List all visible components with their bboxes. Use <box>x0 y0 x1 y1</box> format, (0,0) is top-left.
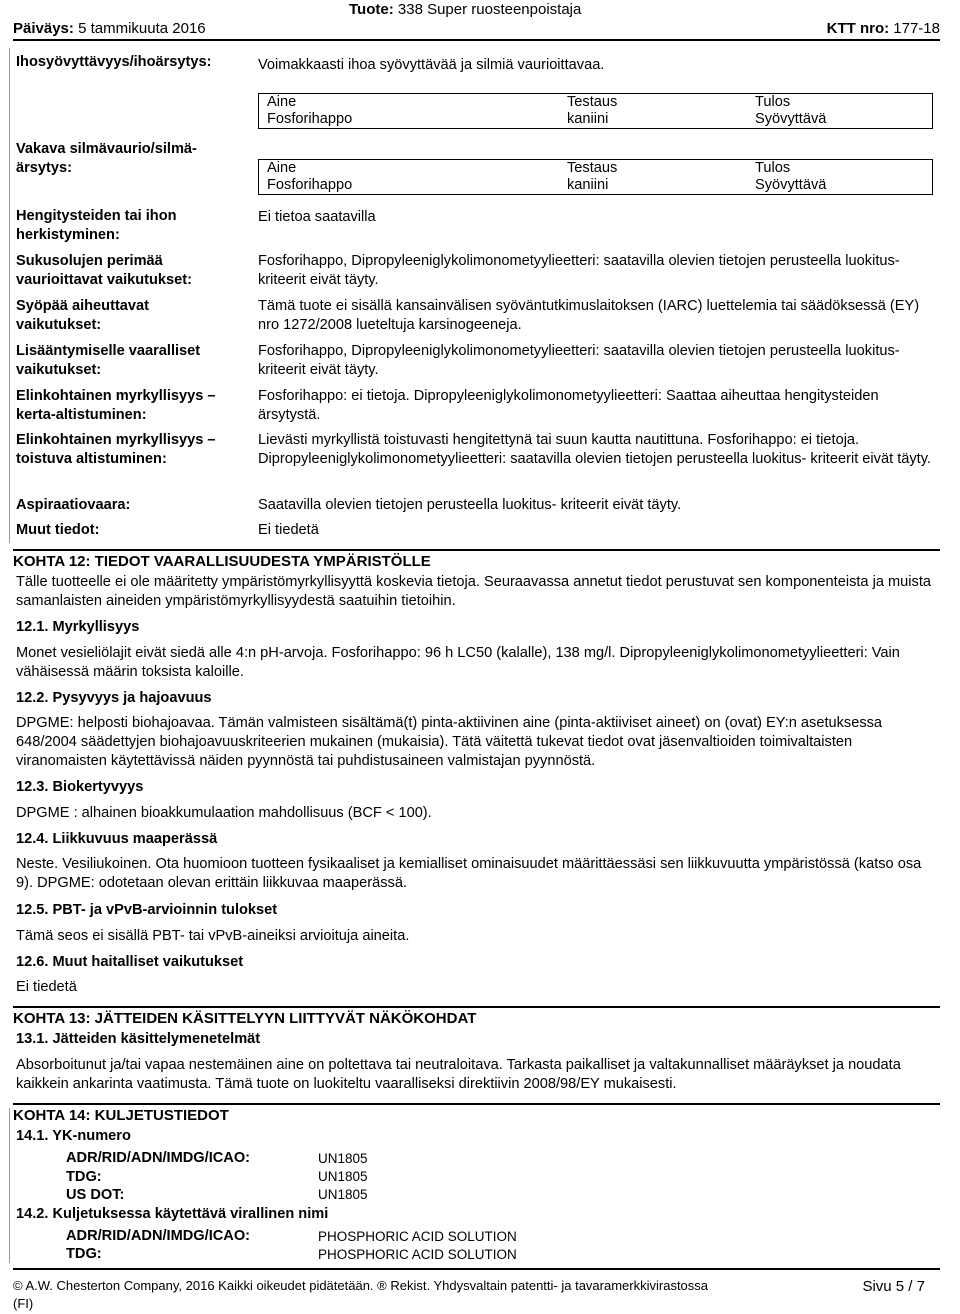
shipping-name-adr-value: PHOSPHORIC ACID SOLUTION <box>318 1229 517 1244</box>
copyright-notice: © A.W. Chesterton Company, 2016 Kaikki oikeudet pidätetään. ® Rekist. Yhdysvaltain patentti- ja tavaramerkkivirastossa (FI) <box>13 1278 709 1312</box>
other-info-value: Ei tiedetä <box>258 522 319 538</box>
germ-cell-label: Sukusolujen perimää vaurioittavat vaikutukset: <box>16 253 192 288</box>
eye-damage-label: Vakava silmävaurio/silmä- ärsytys: <box>16 141 197 176</box>
page-footer <box>13 1268 940 1312</box>
ktt-label: KTT nro: <box>826 20 890 37</box>
product <box>349 0 581 20</box>
table-header-substance: Aine <box>259 94 568 112</box>
left-margin-rule <box>9 1108 10 1263</box>
section-12-intro: Tälle tuotteelle ei ole määritetty ympäristömyrkyllisyyttä koskevia tietoja. Seuraavassa annetut tiedot perustuvat sen komponenteista ja muista samanlaisten aineiden ympäristömyrkyllisyydestä saatuihin tietoihin. <box>16 574 931 609</box>
table-cell-test: kaniini <box>567 111 747 129</box>
product-label: Tuote: <box>349 1 394 18</box>
germ-cell-value: Fosforihappo, Dipropyleeniglykolimonometyylieetteri: saatavilla olevien tietojen perusteella luokitus- kriteerit eivät täyty. <box>258 253 900 288</box>
skin-test-table <box>258 93 933 129</box>
un-number-dot-label: US DOT: <box>66 1187 125 1203</box>
sensitisation-label: Hengitysteiden tai ihon herkistyminen: <box>16 208 177 243</box>
stot-single-value: Fosforihappo: ei tietoja. Dipropyleeniglykolimonometyylieetteri: Saattaa aiheuttaa hengitysteiden ärsytystä. <box>258 388 879 423</box>
section-12-3-text: DPGME : alhainen bioakkumulaation mahdollisuus (BCF < 100). <box>16 805 432 821</box>
un-number-dot-value: UN1805 <box>318 1187 368 1202</box>
section-12-1-title: 12.1. Myrkyllisyys <box>16 619 140 635</box>
shipping-name-tdg-value: PHOSPHORIC ACID SOLUTION <box>318 1247 517 1262</box>
sensitisation-value: Ei tietoa saatavilla <box>258 209 376 225</box>
section-12-5-title: 12.5. PBT- ja vPvB-arvioinnin tulokset <box>16 902 278 918</box>
date-value: 5 tammikuuta 2016 <box>78 20 206 37</box>
section-13-title: KOHTA 13: JÄTTEIDEN KÄSITTELYYN LIITTYVÄT NÄKÖKOHDAT <box>13 1006 940 1029</box>
section-12-4-title: 12.4. Liikkuvuus maaperässä <box>16 831 218 847</box>
section-13-1-title: 13.1. Jätteiden käsittelymenetelmät <box>16 1031 261 1047</box>
product-value: 338 Super ruosteenpoistaja <box>397 1 582 18</box>
section-12-6-text: Ei tiedetä <box>16 979 77 995</box>
stot-single-label: Elinkohtainen myrkyllisyys – kerta-altistuminen: <box>16 388 216 423</box>
header-rule <box>13 39 940 41</box>
un-number-tdg-label: TDG: <box>66 1169 102 1185</box>
page-number: Sivu 5 / 7 <box>862 1278 925 1295</box>
table-cell-substance: Fosforihappo <box>259 177 568 195</box>
stot-repeated-value: Lievästi myrkyllistä toistuvasti hengitettynä tai suun kautta nautittuna. Fosforihappo: ei tietoja. Dipropyleeniglykolimonometyylieetteri: saatavilla olevien tietojen perusteella luokitus- kriteerit eivät täyty. <box>258 432 931 467</box>
section-14-2-title: 14.2. Kuljetuksessa käytettävä virallinen nimi <box>16 1206 329 1222</box>
aspiration-label: Aspiraatiovaara: <box>16 497 131 513</box>
aspiration-value: Saatavilla olevien tietojen perusteella luokitus- kriteerit eivät täyty. <box>258 497 682 513</box>
table-header-test: Testaus <box>567 94 747 112</box>
section-14-1-title: 14.1. YK-numero <box>16 1128 131 1144</box>
footer-rule <box>13 1268 940 1270</box>
table-cell-result: Syövyttävä <box>747 111 933 129</box>
table-header-result: Tulos <box>747 94 933 112</box>
section-12-2-title: 12.2. Pysyvyys ja hajoavuus <box>16 690 212 706</box>
un-number-adr-label: ADR/RID/ADN/IMDG/ICAO: <box>66 1150 251 1166</box>
section-14-title: KOHTA 14: KULJETUSTIEDOT <box>13 1103 940 1126</box>
skin-corrosion-value: Voimakkaasti ihoa syövyttävää ja silmiä vaurioittavaa. <box>258 57 605 73</box>
date-label: Päiväys: <box>13 20 74 37</box>
date <box>13 19 206 39</box>
un-number-tdg-value: UN1805 <box>318 1169 368 1184</box>
left-margin-rule <box>9 48 10 543</box>
shipping-name-adr-label: ADR/RID/ADN/IMDG/ICAO: <box>66 1228 251 1244</box>
carcinogenicity-label: Syöpää aiheuttavat vaikutukset: <box>16 298 150 333</box>
table-header-substance: Aine <box>259 160 568 178</box>
stot-repeated-label: Elinkohtainen myrkyllisyys – toistuva altistuminen: <box>16 432 216 467</box>
other-info-label: Muut tiedot: <box>16 522 100 538</box>
section-12-5-text: Tämä seos ei sisällä PBT- tai vPvB-aineiksi arvioituja aineita. <box>16 928 410 944</box>
section-12-4-text: Neste. Vesiliukoinen. Ota huomioon tuotteen fysikaaliset ja kemialliset ominaisuudet määrittäessäsi sen liikkuvuutta ympäristössä (katso osa 9). DPGME: odotetaan olevan erittäin liikkuvaa maaperässä. <box>16 856 922 891</box>
section-12-6-title: 12.6. Muut haitalliset vaikutukset <box>16 954 244 970</box>
section-13-1-text: Absorboitunut ja/tai vapaa nestemäinen aine on poltettava tai neutraloitava. Tarkasta paikalliset ja valtakunnalliset määräykset ja noudata kaikkein ankarinta vaatimusta. Tämä tuote on luokiteltu vaaralliseksi direktiivin 2008/98/EY mukaisesti. <box>16 1057 901 1092</box>
section-12-title: KOHTA 12: TIEDOT VAARALLISUUDESTA YMPÄRISTÖLLE <box>13 549 940 572</box>
page-header <box>13 0 940 40</box>
section-12-1-text: Monet vesieliölajit eivät siedä alle 4:n pH-arvoja. Fosforihappo: 96 h LC50 (kalalle), 138 mg/l. Dipropyleeniglykolimonometyylieetteri: Vain vähäisessä määrin toksista kaloille. <box>16 645 900 680</box>
section-12-3-title: 12.3. Biokertyvyys <box>16 779 144 795</box>
table-header-test: Testaus <box>567 160 747 178</box>
eye-test-table <box>258 159 933 195</box>
ktt-number <box>827 19 940 39</box>
ktt-value: 177-18 <box>893 20 940 37</box>
table-header-result: Tulos <box>747 160 933 178</box>
reproductive-label: Lisääntymiselle vaaralliset vaikutukset: <box>16 343 201 378</box>
reproductive-value: Fosforihappo, Dipropyleeniglykolimonometyylieetteri: saatavilla olevien tietojen perusteella luokitus- kriteerit eivät täyty. <box>258 343 900 378</box>
carcinogenicity-value: Tämä tuote ei sisällä kansainvälisen syöväntutkimuslaitoksen (IARC) luettelemia tai säädöksessä (EY) nro 1272/2008 lueteltuja karsinogeeneja. <box>258 298 920 333</box>
section-12-2-text: DPGME: helposti biohajoavaa. Tämän valmisteen sisältämä(t) pinta-aktiivinen aine (pinta-aktiiviset aineet) on (ovat) EY:n asetuksessa 648/2004 säädettyjen biohajoavuuskriteerien mukainen (mukaisia). Tätä väitettä tukevat tiedot ovat jäsenvaltioiden toimivaltaisten viranomaisten käytettävissä näiden pyynnöstä tai puhdistusaineen valmistajan pyynnöstä. <box>16 715 883 769</box>
table-cell-result: Syövyttävä <box>747 177 933 195</box>
shipping-name-tdg-label: TDG: <box>66 1246 102 1262</box>
table-cell-substance: Fosforihappo <box>259 111 568 129</box>
un-number-adr-value: UN1805 <box>318 1151 368 1166</box>
table-cell-test: kaniini <box>567 177 747 195</box>
skin-corrosion-label: Ihosyövyttävyys/ihoärsytys: <box>16 54 212 70</box>
